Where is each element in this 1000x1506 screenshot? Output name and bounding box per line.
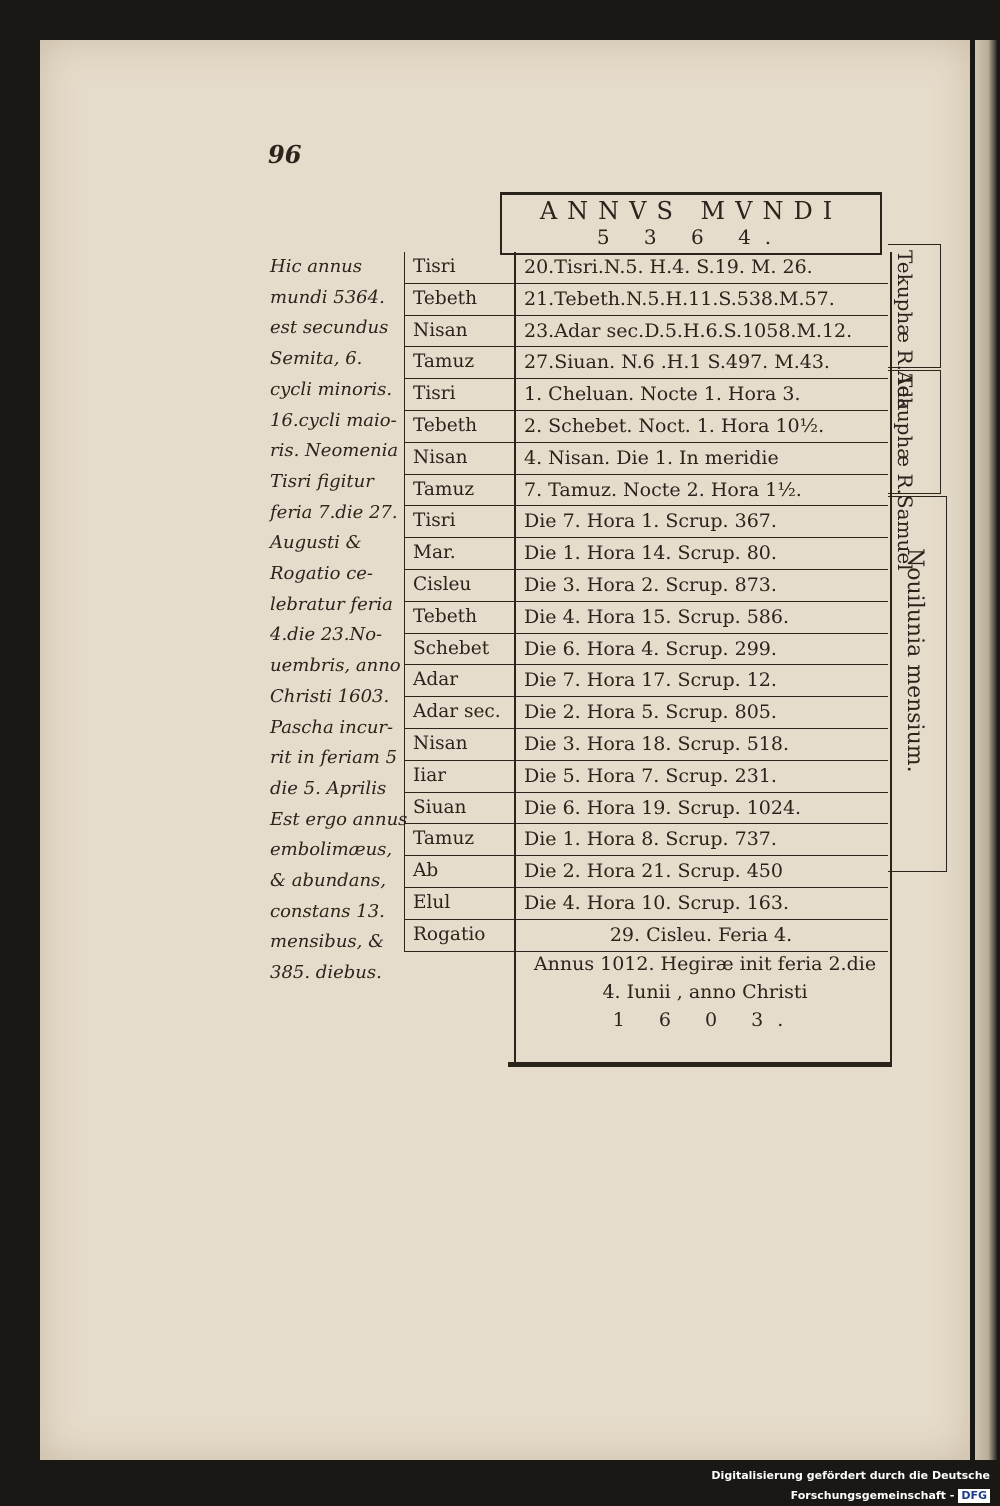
- month-cell: Tisri: [404, 506, 516, 538]
- table-row: Die 4. Hora 10. Scrup. 163.: [514, 888, 888, 920]
- marginal-note: [270, 252, 410, 989]
- side-label-tekupha-ada: Tekuphæ R.Ada: [893, 250, 917, 411]
- note-line: Est ergo annus: [270, 808, 408, 830]
- note-line: Semita, 6.: [270, 348, 363, 370]
- hegira-note: [530, 950, 880, 1034]
- note-line: 4.die 23.No-: [270, 624, 383, 646]
- month-cell: Adar sec.: [404, 697, 516, 729]
- note-line: est secundus: [270, 317, 389, 339]
- month-cell: Rogatio: [404, 920, 516, 952]
- table-row: Die 6. Hora 19. Scrup. 1024.: [514, 793, 888, 825]
- table-row: Die 7. Hora 1. Scrup. 367.: [514, 506, 888, 538]
- side-label-tekupha-samuel: Tekuphæ R.Samuel: [893, 374, 917, 571]
- month-cell: Tebeth: [404, 284, 516, 316]
- month-column: [404, 252, 516, 952]
- table-row: 1. Cheluan. Nocte 1. Hora 3.: [514, 379, 888, 411]
- digitization-footer: [600, 1466, 990, 1502]
- month-cell: Nisan: [404, 316, 516, 348]
- table-row: Die 3. Hora 18. Scrup. 518.: [514, 729, 888, 761]
- note-line: cycli minoris.: [270, 378, 393, 400]
- table-row: 21.Tebeth.N.5.H.11.S.538.M.57.: [514, 284, 888, 316]
- month-cell: Cisleu: [404, 570, 516, 602]
- note-line: ris. Neomenia: [270, 440, 399, 462]
- table-row: Die 6. Hora 4. Scrup. 299.: [514, 634, 888, 666]
- dfg-logo: DFG: [958, 1489, 990, 1503]
- month-cell: Tebeth: [404, 602, 516, 634]
- table-row: Die 7. Hora 17. Scrup. 12.: [514, 665, 888, 697]
- table-row: Die 2. Hora 5. Scrup. 805.: [514, 697, 888, 729]
- note-line: 385. diebus.: [270, 962, 382, 984]
- bottom-rule: [508, 1062, 892, 1067]
- table-row: 23.Adar sec.D.5.H.6.S.1058.M.12.: [514, 316, 888, 348]
- month-cell: Iiar: [404, 761, 516, 793]
- note-line: lebratur feria: [270, 593, 393, 615]
- note-line: Christi 1603.: [270, 685, 390, 707]
- header-title: ANNVS MVNDI: [539, 197, 843, 225]
- table-row: 20.Tisri.N.5. H.4. S.19. M. 26.: [514, 252, 888, 284]
- table-row: 27.Siuan. N.6 .H.1 S.497. M.43.: [514, 347, 888, 379]
- note-line: mensibus, &: [270, 931, 385, 953]
- footnote-line: 1 6 0 3.: [612, 1009, 798, 1031]
- footer-text: Digitalisierung gefördert durch die Deutsche Forschungsgemeinschaft -: [711, 1469, 990, 1502]
- table-header: [500, 192, 882, 255]
- note-line: Pascha incur-: [270, 716, 394, 738]
- month-cell: Tisri: [404, 252, 516, 284]
- table-row: Die 2. Hora 21. Scrup. 450: [514, 856, 888, 888]
- note-line: constans 13.: [270, 900, 385, 922]
- month-cell: Tamuz: [404, 347, 516, 379]
- main-table: [514, 252, 888, 952]
- month-cell: Schebet: [404, 634, 516, 666]
- month-cell: Tebeth: [404, 411, 516, 443]
- note-line: embolimæus,: [270, 839, 393, 861]
- month-cell: Adar: [404, 665, 516, 697]
- table-row: Die 5. Hora 7. Scrup. 231.: [514, 761, 888, 793]
- note-line: Augusti &: [270, 532, 362, 554]
- month-cell: Tisri: [404, 379, 516, 411]
- footnote-line: 4. Iunii , anno Christi: [602, 981, 808, 1003]
- month-cell: Mar.: [404, 538, 516, 570]
- table-row: Die 4. Hora 15. Scrup. 586.: [514, 602, 888, 634]
- page-number: 96: [268, 140, 302, 169]
- month-cell: Siuan: [404, 793, 516, 825]
- note-line: uembris, anno: [270, 655, 401, 677]
- month-cell: Ab: [404, 856, 516, 888]
- note-line: die 5. Aprilis: [270, 777, 387, 799]
- table-row: Die 3. Hora 2. Scrup. 873.: [514, 570, 888, 602]
- table-row: Die 1. Hora 14. Scrup. 80.: [514, 538, 888, 570]
- note-line: Rogatio ce-: [270, 563, 374, 585]
- month-cell: Elul: [404, 888, 516, 920]
- paper-edge: [975, 40, 997, 1460]
- month-cell: Tamuz: [404, 475, 516, 507]
- header-year: 5 3 6 4.: [596, 225, 786, 249]
- note-line: Hic annus: [270, 256, 363, 277]
- note-line: Tisri figitur: [270, 470, 374, 492]
- note-line: & abundans,: [270, 870, 386, 892]
- table-row: 7. Tamuz. Nocte 2. Hora 1½.: [514, 475, 888, 507]
- table-row: Die 1. Hora 8. Scrup. 737.: [514, 824, 888, 856]
- side-label-noviluna: Nouilunia mensium.: [902, 548, 927, 773]
- note-line: feria 7.die 27.: [270, 501, 398, 523]
- note-line: mundi 5364.: [270, 286, 385, 308]
- note-line: 16.cycli maio-: [270, 409, 397, 431]
- table-row: 2. Schebet. Noct. 1. Hora 10½.: [514, 411, 888, 443]
- month-cell: Nisan: [404, 443, 516, 475]
- month-cell: Nisan: [404, 729, 516, 761]
- note-line: rit in feriam 5: [270, 747, 398, 769]
- footnote-line: Annus 1012. Hegiræ init feria 2.die: [533, 953, 877, 975]
- month-cell: Tamuz: [404, 824, 516, 856]
- table-row: 4. Nisan. Die 1. In meridie: [514, 443, 888, 475]
- table-row: 29. Cisleu. Feria 4.: [514, 920, 888, 952]
